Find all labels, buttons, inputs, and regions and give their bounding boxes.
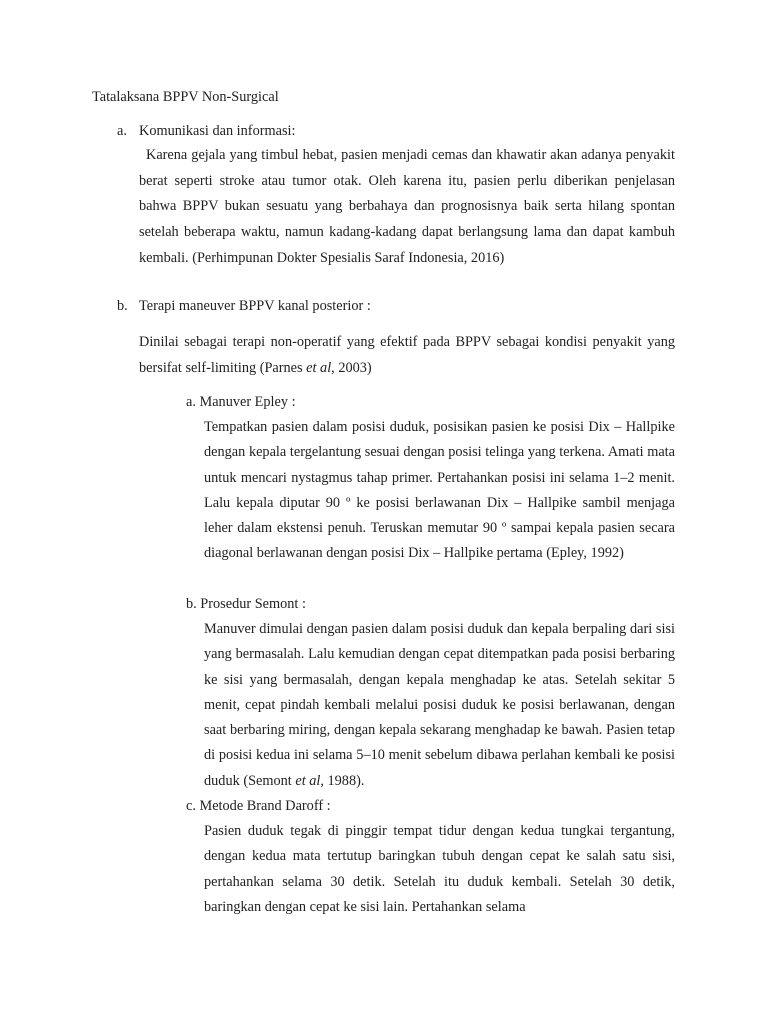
section-b-marker: b.: [117, 298, 128, 314]
subsection-semont-heading: b. Prosedur Semont :: [186, 596, 306, 612]
subsection-epley-heading: a. Manuver Epley :: [186, 394, 296, 410]
subsection-brand-daroff-heading: c. Metode Brand Daroff :: [186, 798, 331, 814]
subsection-epley-text: Tempatkan pasien dalam posisi duduk, posisikan pasien ke posisi Dix – Hallpike dengan kepala tergelantung sesuai dengan posisi telinga yang terkena. Amati mata untuk mencari nystagmus tahap primer. Pertahankan posisi ini selama 1–2 menit. Lalu kepala diputar 90 º ke posisi berlawanan Dix – Hallpike sambil menjaga leher dalam ekstensi penuh. Teruskan memutar 90 º sampai kepala pasien secara diagonal berlawanan dengan posisi Dix – Hallpike pertama (Epley, 1992): [204, 419, 675, 562]
section-b-heading: Terapi maneuver BPPV kanal posterior :: [139, 298, 371, 314]
subsection-semont-citation-etal: et al: [295, 772, 321, 789]
section-b-citation-etal: et al: [306, 360, 332, 376]
subsection-semont-text: [204, 617, 675, 794]
subsection-semont-citation-year: , 1988).: [320, 772, 365, 789]
section-b-paragraph-text: Dinilai sebagai terapi non-operatif yang efektif pada BPPV sebagai kondisi penyakit yang bersifat self-limiting (Parnes: [139, 334, 675, 376]
section-a-marker: a.: [117, 123, 127, 139]
section-a-paragraph: Karena gejala yang timbul hebat, pasien menjadi cemas dan khawatir akan adanya penyakit berat seperti stroke atau tumor otak. Oleh karena itu, pasien perlu diberikan penjelasan bahwa BPPV bukan sesuatu yang berbahaya dan prognosisnya baik serta hilang spontan setelah beberapa waktu, namun kadang-kadang dapat berlangsung lama dan dapat kambuh kembali. (Perhimpunan Dokter Spesialis Saraf Indonesia, 2016): [139, 147, 675, 266]
section-b-paragraph: [139, 329, 675, 381]
subsection-brand-daroff-text: Pasien duduk tegak di pinggir tempat tidur dengan kedua tungkai tergantung, dengan kedua mata tertutup baringkan tubuh dengan cepat ke salah satu sisi, pertahankan selama 30 detik. Setelah itu duduk kembali. Setelah 30 detik, baringkan dengan cepat ke sisi lain. Pertahankan selama: [204, 823, 675, 915]
document-title: Tatalaksana BPPV Non-Surgical: [92, 89, 279, 105]
subsection-semont-body: Manuver dimulai dengan pasien dalam posisi duduk dan kepala berpaling dari sisi yang bermasalah. Lalu kemudian dengan cepat ditempatkan pada posisi berbaring ke sisi yang bermasalah, dengan kepala menghadap ke atas. Setelah sekitar 5 menit, cepat pindah kembali melalui posisi duduk ke posisi berlawanan, dengan saat berbaring miring, dengan kepala sekarang menghadap ke bawah. Pasien tetap di posisi kedua ini selama 5–10 menit sebelum dibawa perlahan kembali ke posisi duduk (Semont: [204, 621, 675, 789]
section-a-heading: Komunikasi dan informasi:: [139, 123, 296, 139]
section-b-citation-year: , 2003): [331, 360, 372, 376]
